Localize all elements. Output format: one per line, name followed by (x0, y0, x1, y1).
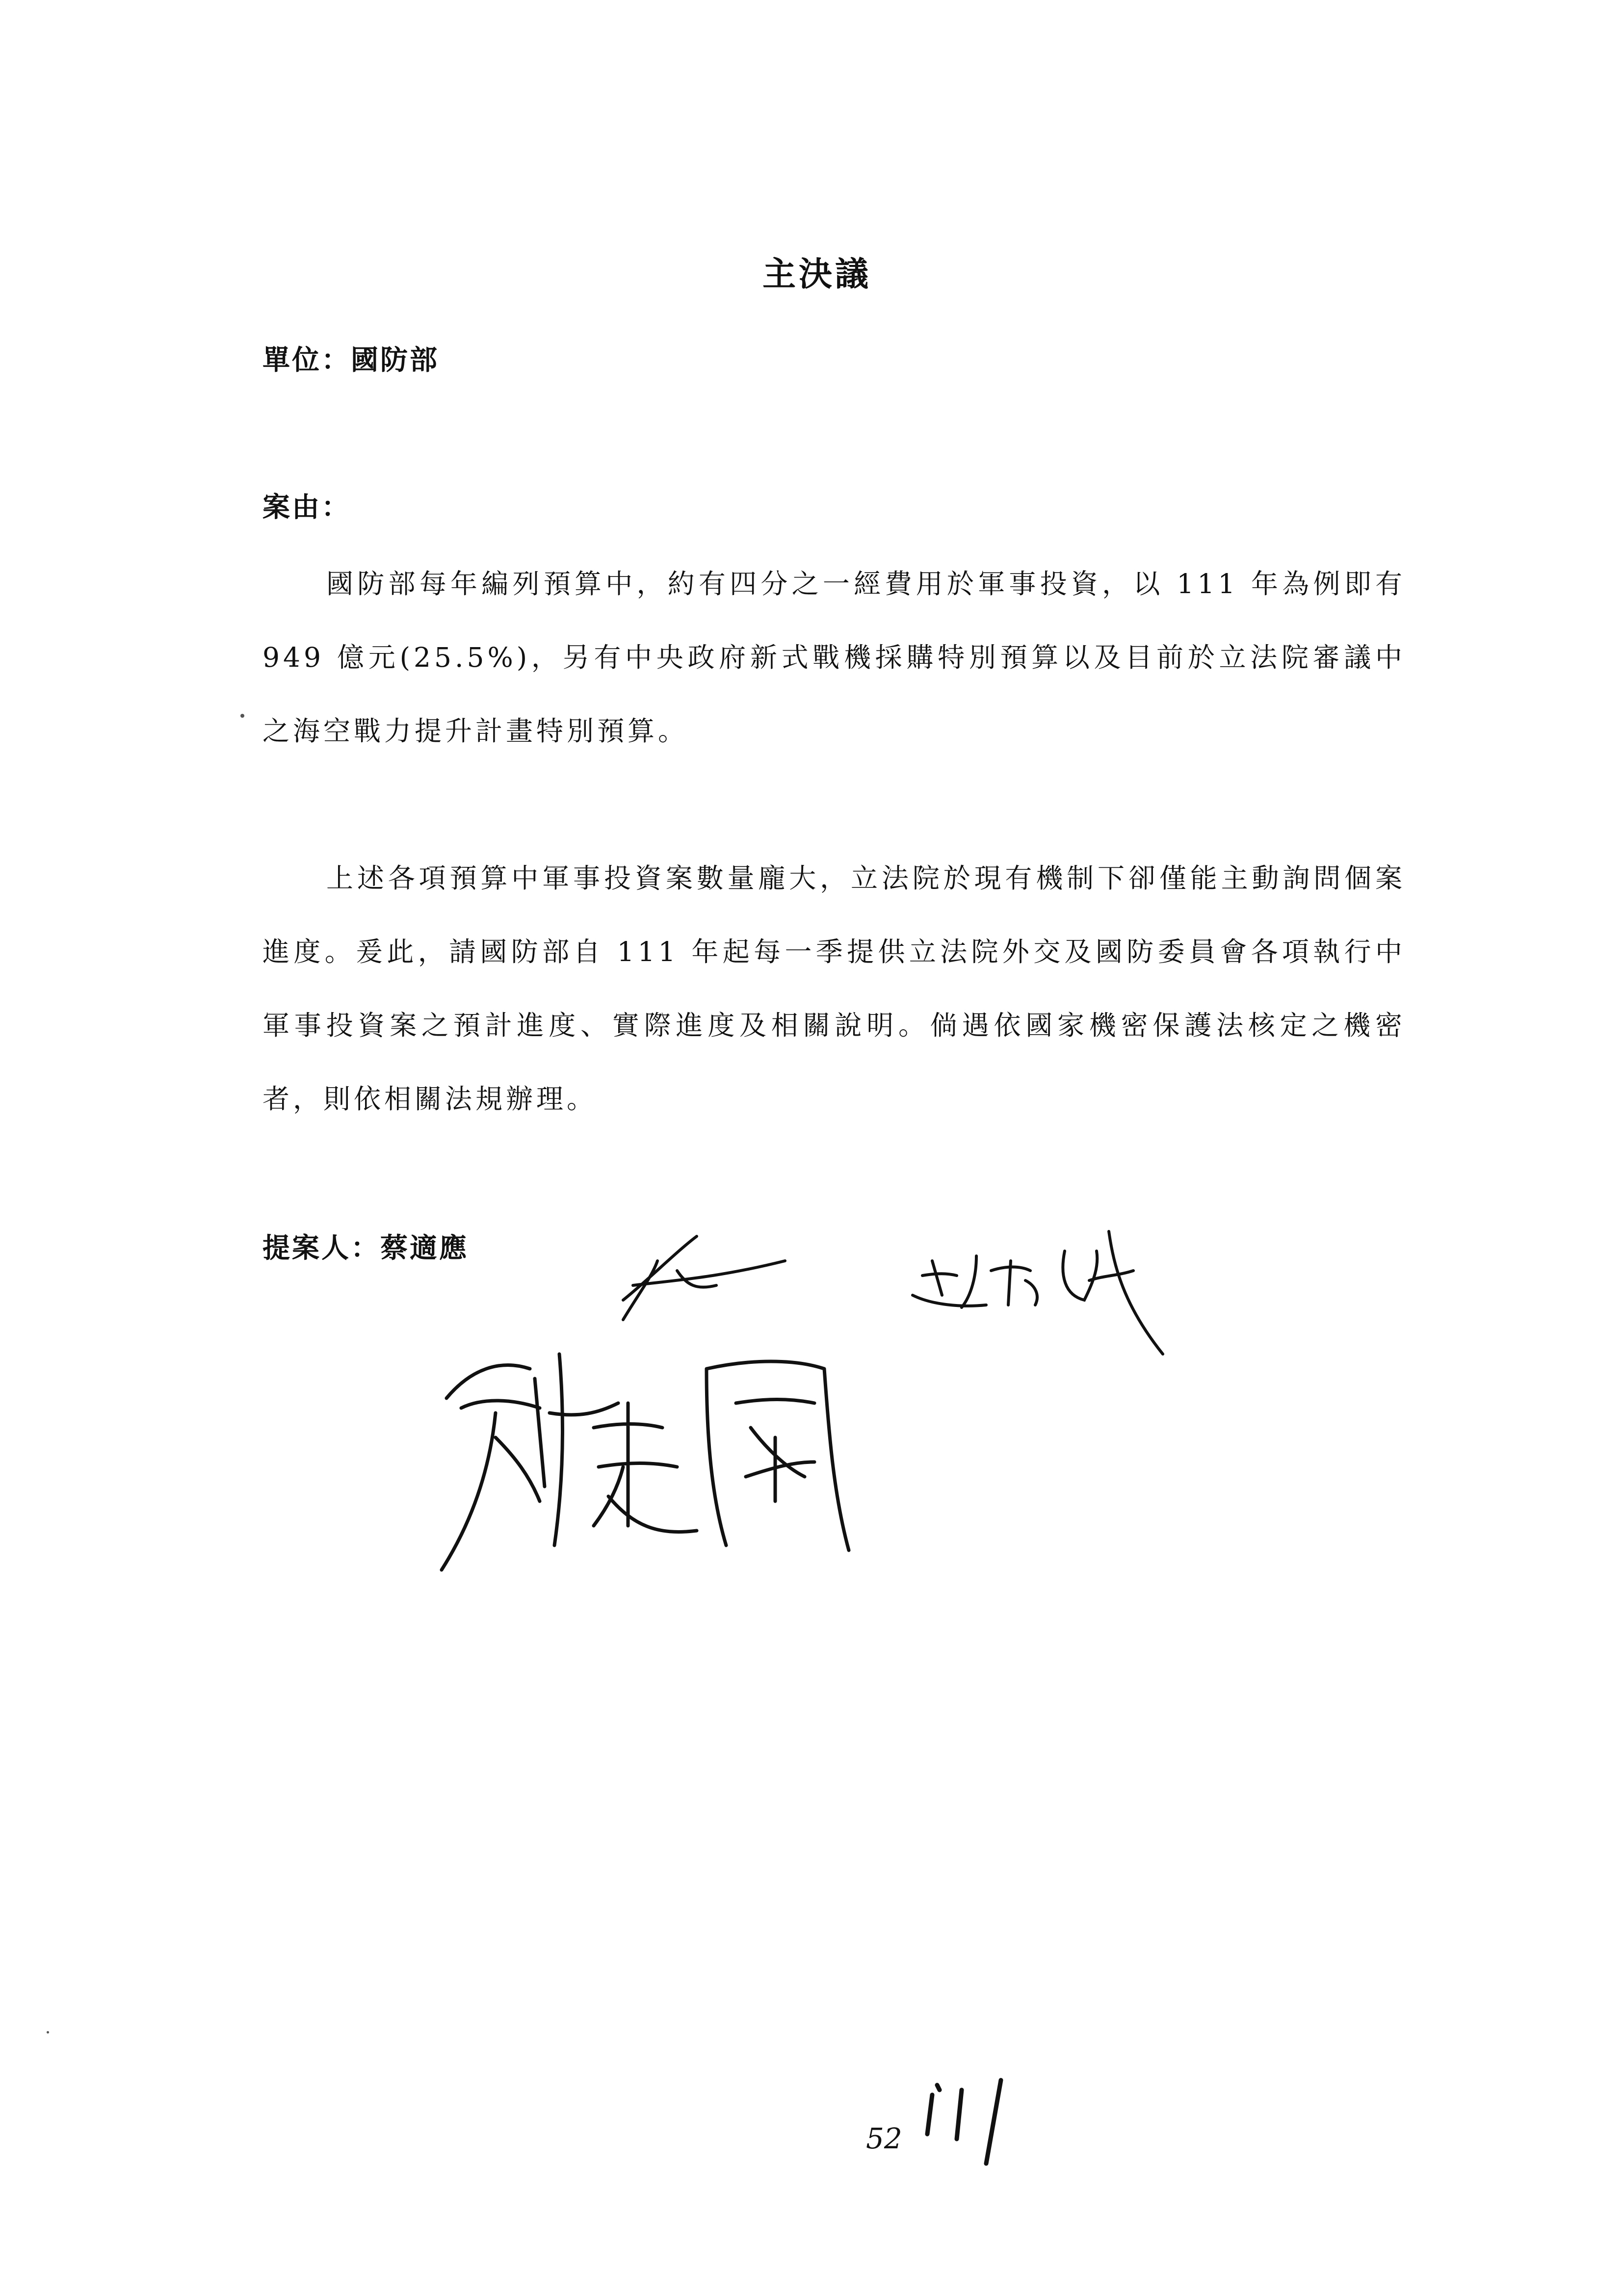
proposer-label: 提案人：蔡適應 (262, 1232, 469, 1264)
page-number: 52 (866, 2122, 902, 2155)
scan-speck (47, 2031, 49, 2034)
unit-label: 單位：國防部 (262, 344, 439, 376)
signature-3 (432, 1339, 864, 1594)
document-title: 主決議 (762, 255, 871, 294)
signature-2 (903, 1222, 1178, 1369)
signature-1 (603, 1231, 790, 1330)
reason-paragraph-1: 國防部每年編列預算中，約有四分之一經費用於軍事投資，以 111 年為例即有 949 億元(25.5%)，另有中央政府新式戰機採購特別預算以及目前於立法院審議中之海空戰力提升計畫特別預算。 (262, 568, 1406, 747)
scan-speck (240, 714, 244, 718)
reason-paragraph-2: 上述各項預算中軍事投資案數量龐大，立法院於現有機制下卻僅能主動詢問個案進度。爰此，請國防部自 111 年起每一季提供立法院外交及國防委員會各項執行中軍事投資案之預計進度、實際進度及相關說明。倘遇依國家機密保護法核定之機密者，則依相關法規辦理。 (262, 862, 1406, 1115)
handwritten-111 (917, 2075, 1045, 2173)
reason-label: 案由： (262, 492, 351, 523)
